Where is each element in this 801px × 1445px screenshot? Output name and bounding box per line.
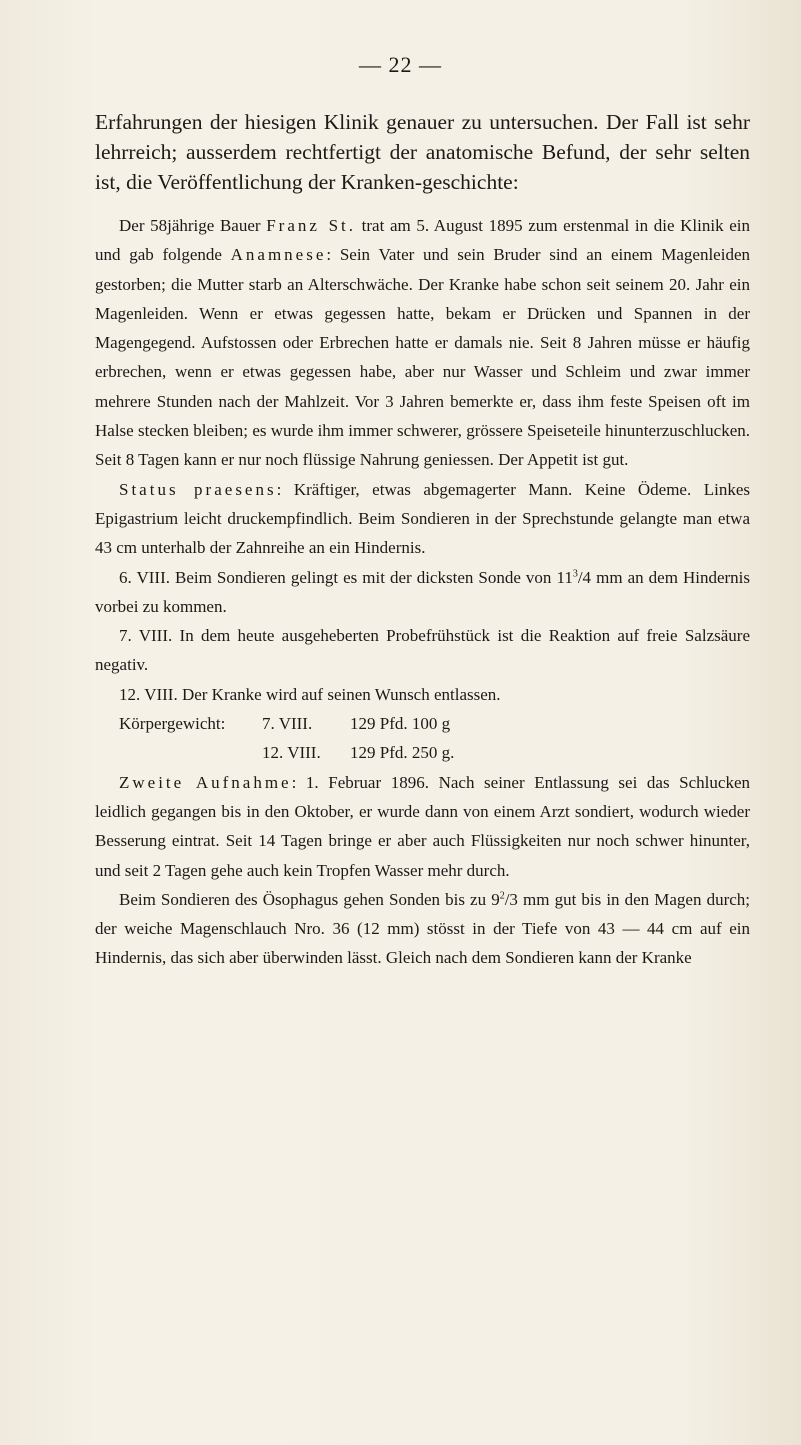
entry-6-viii xyxy=(95,563,750,622)
anamnese-paragraph xyxy=(95,211,750,475)
intro-paragraph xyxy=(95,107,750,197)
weight-date: 12. VIII. xyxy=(262,743,321,763)
weight-row xyxy=(95,709,750,738)
text-run: 12. VIII. Der Kranke wird auf seinen Wunsch entlassen. xyxy=(119,684,501,704)
measure-number: 11 xyxy=(556,567,573,587)
text-run: trat am 5. August 1895 zum erstenmal in die Klinik ein und gab folgende xyxy=(95,216,750,265)
weight-label: Körpergewicht: xyxy=(119,714,226,734)
page-number: — 22 — xyxy=(359,52,442,77)
document-body xyxy=(95,107,750,973)
status-label: Status praesens xyxy=(119,479,277,499)
weight-table xyxy=(95,709,750,768)
fraction-denominator: /3 xyxy=(504,889,518,909)
text-run: : Kräftiger, etwas abgemagerter Mann. Keine Ödeme. Linkes Epigastrium leicht druckempfindlich. Beim Sondieren in der Sprechstunde gelangte man etwa 43 cm unterhalb der Zahnreihe an ein Hindernis. xyxy=(95,479,750,558)
fraction-denominator: /4 xyxy=(577,567,592,587)
text-run: : Sein Vater und sein Bruder sind an einem Magenleiden gestorben; die Mutter starb an Alterschwäche. Der Kranke habe schon seit seinem 20. Jahr ein Magenleiden. Wenn er etwas gegessen hatte, bekam er Drücken und Spannen in der Magengegend. Aufstossen oder Erbrechen hatte er damals nie. Seit 8 Jahren müsse er häufig erbrechen, wenn er etwas gegessen habe, aber nur Wasser und Schleim und zwar immer mehrere Stunden nach der Mahlzeit. Vor 3 Jahren bemerkte er, dass ihm feste Speisen oft im Halse stecken bleiben; es wurde ihm immer schwerer, grössere Speiseteile hinunterzuschlucken. Seit 8 Tagen kann er nur noch flüssige Nahrung geniessen. Der Appetit ist gut. xyxy=(95,245,750,470)
text-run: Beim Sondieren des Ösophagus gehen Sonden bis zu xyxy=(119,889,492,909)
entry-7-viii xyxy=(95,621,750,680)
text-run: 6. VIII. Beim Sondieren gelingt es mit der dicksten Sonde von xyxy=(119,567,557,587)
fraction-numerator: 3 xyxy=(572,567,578,579)
status-paragraph xyxy=(95,475,750,563)
sondieren-paragraph xyxy=(95,885,750,973)
patient-name: Franz St. xyxy=(266,216,356,235)
intro-text: Erfahrungen der hiesigen Klinik genauer zu untersuchen. Der Fall ist sehr lehrreich; ausserdem rechtfertigt der anatomische Befund, der sehr selten ist, die Veröffentlichung der Kranken-geschichte: xyxy=(95,110,750,194)
measure-number: 9 xyxy=(491,889,500,909)
weight-label-spacer xyxy=(95,738,262,767)
text-run: : 1. Februar 1896. Nach seiner Entlassung sei das Schlucken leidlich gegangen bis in den Oktober, er wurde dann von einem Arzt sondiert, wodurch wieder Besserung eintrat. Seit 14 Tagen bringe er aber auch Flüssigkeiten nur noch schwer hinunter, und seit 2 Tagen gehe auch kein Tropfen Wasser mehr durch. xyxy=(95,772,750,880)
entry-12-viii xyxy=(95,680,750,709)
text-run: mm gut bis in den Magen durch; der weiche Magenschlauch Nro. 36 (12 mm) stösst in der Tiefe von 43 — 44 cm auf ein Hindernis, das sich aber überwinden lässt. Gleich nach dem Sondieren kann der Kranke xyxy=(95,889,750,968)
weight-date: 7. VIII. xyxy=(262,714,313,734)
weight-row xyxy=(95,738,750,767)
anamnese-label: Anamnese xyxy=(230,245,327,265)
second-admission-paragraph xyxy=(95,768,750,885)
text-run: 7. VIII. In dem heute ausgeheberten Probefrühstück ist die Reaktion auf freie Salzsäure negativ. xyxy=(95,626,750,675)
text-run: Der 58jährige Bauer xyxy=(119,216,267,235)
text-run: mm an dem Hindernis vorbei zu kommen. xyxy=(95,567,750,616)
weight-value: 129 Pfd. 250 g. xyxy=(350,743,455,763)
second-admission-label: Zweite Aufnahme xyxy=(119,772,292,792)
fraction-numerator: 2 xyxy=(499,890,505,902)
weight-value: 129 Pfd. 100 g xyxy=(350,714,451,734)
